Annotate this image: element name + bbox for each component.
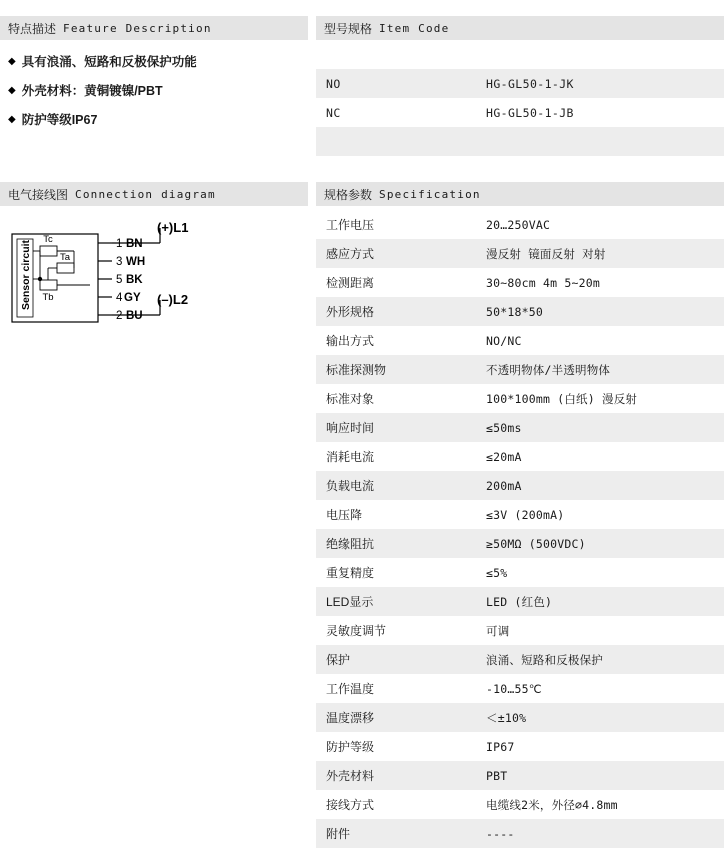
terminal-l1-label: (+)L1 — [157, 220, 189, 235]
wiring-header-cn: 电气接线图 — [8, 187, 69, 202]
table-row — [316, 268, 724, 297]
spec-key: 标准探测物 — [316, 355, 476, 384]
spec-value: 50*18*50 — [476, 297, 724, 326]
spec-key: 工作电压 — [316, 210, 476, 239]
pin-name-gy: GY — [124, 292, 141, 304]
spec-value: 浪涌、短路和反极保护 — [476, 645, 724, 674]
spec-key: 工作温度 — [316, 674, 476, 703]
table-row — [316, 471, 724, 500]
spec-key: 外形规格 — [316, 297, 476, 326]
pin-name-bu: BU — [126, 310, 143, 322]
table-row — [316, 355, 724, 384]
spec-key: 输出方式 — [316, 326, 476, 355]
item-code-header-en: Item Code — [379, 21, 450, 35]
table-row — [316, 819, 724, 848]
table-row — [316, 239, 724, 268]
spec-key: 消耗电流 — [316, 442, 476, 471]
item-code-value — [476, 40, 724, 69]
item-code-table — [316, 40, 724, 156]
table-row — [316, 790, 724, 819]
pin-name-bk: BK — [126, 274, 143, 286]
feature-text: 外壳材料：黄铜镀镍/PBT — [21, 84, 163, 98]
pin-number-1: 1 — [116, 238, 123, 250]
table-row — [316, 384, 724, 413]
spec-key: 负载电流 — [316, 471, 476, 500]
spec-value: IP67 — [476, 732, 724, 761]
spec-key: 感应方式 — [316, 239, 476, 268]
item-code-section-header — [316, 16, 724, 40]
item-code-label: NO — [316, 69, 476, 98]
wiring-section-header — [0, 182, 308, 206]
inner-label-tb: Tb — [42, 292, 54, 303]
table-row — [316, 98, 724, 127]
table-row — [316, 587, 724, 616]
feature-header-cn: 特点描述 — [8, 21, 57, 36]
spec-key: 重复精度 — [316, 558, 476, 587]
table-row — [316, 645, 724, 674]
spec-value: -10…55℃ — [476, 674, 724, 703]
spec-value: NO/NC — [476, 326, 724, 355]
list-item — [8, 54, 308, 70]
feature-list — [0, 40, 308, 128]
table-row — [316, 529, 724, 558]
diamond-bullet-icon: ◆ — [8, 114, 16, 125]
spec-key: 接线方式 — [316, 790, 476, 819]
spec-value: 30~80cm 4m 5~20m — [476, 268, 724, 297]
spec-value: ---- — [476, 819, 724, 848]
connection-diagram — [0, 210, 308, 340]
list-item — [8, 83, 308, 99]
item-code-label — [316, 127, 476, 156]
inner-label-tc: Tc — [43, 234, 53, 245]
spec-header-en: Specification — [379, 187, 481, 201]
spec-value: 电缆线2米，外径∅4.8mm — [476, 790, 724, 819]
terminal-l2-label: (–)L2 — [157, 292, 189, 307]
spec-value: 漫反射 镜面反射 对射 — [476, 239, 724, 268]
table-row — [316, 674, 724, 703]
table-row — [316, 127, 724, 156]
spec-key: 灵敏度调节 — [316, 616, 476, 645]
spec-value: 20…250VAC — [476, 210, 724, 239]
spec-value: 100*100mm (白纸) 漫反射 — [476, 384, 724, 413]
spec-key: 检测距离 — [316, 268, 476, 297]
table-row — [316, 761, 724, 790]
spec-key: 响应时间 — [316, 413, 476, 442]
spec-value: 可调 — [476, 616, 724, 645]
spec-key: LED显示 — [316, 587, 476, 616]
table-row — [316, 442, 724, 471]
spec-value: ≤3V (200mA) — [476, 500, 724, 529]
specification-section-header — [316, 182, 724, 206]
list-item — [8, 112, 308, 128]
feature-text: 具有浪涌、短路和反极保护功能 — [21, 55, 197, 69]
spec-value: 200mA — [476, 471, 724, 500]
table-row — [316, 703, 724, 732]
pin-name-wh: WH — [126, 256, 146, 268]
specification-table — [316, 210, 724, 848]
table-row — [316, 40, 724, 69]
spec-value: ≤5% — [476, 558, 724, 587]
spec-header-cn: 规格参数 — [324, 187, 373, 202]
diamond-bullet-icon: ◆ — [8, 85, 16, 96]
table-row — [316, 297, 724, 326]
spec-key: 绝缘阻抗 — [316, 529, 476, 558]
pin-number-2: 2 — [116, 310, 123, 322]
spec-value: ≤20mA — [476, 442, 724, 471]
item-code-value: HG-GL50-1-JK — [476, 69, 724, 98]
feature-section-header — [0, 16, 308, 40]
spec-key: 防护等级 — [316, 732, 476, 761]
spec-key: 温度漂移 — [316, 703, 476, 732]
inner-label-ta: Ta — [59, 252, 71, 263]
spec-key: 保护 — [316, 645, 476, 674]
diamond-bullet-icon: ◆ — [8, 56, 16, 67]
item-code-section — [316, 16, 724, 156]
table-row — [316, 500, 724, 529]
wiring-header-en: Connection diagram — [75, 187, 216, 201]
table-row — [316, 326, 724, 355]
table-row — [316, 210, 724, 239]
spec-key: 电压降 — [316, 500, 476, 529]
pin-number-4: 4 — [116, 292, 123, 304]
table-row — [316, 69, 724, 98]
spec-key: 附件 — [316, 819, 476, 848]
item-code-value — [476, 127, 724, 156]
spec-key: 外壳材料 — [316, 761, 476, 790]
table-row — [316, 558, 724, 587]
spec-value: LED (红色) — [476, 587, 724, 616]
sensor-circuit-label: Sensor circuit — [20, 239, 32, 310]
item-code-value: HG-GL50-1-JB — [476, 98, 724, 127]
spec-value: ＜±10% — [476, 703, 724, 732]
pin-number-5: 5 — [116, 274, 123, 286]
feature-section — [0, 16, 308, 141]
item-code-label — [316, 40, 476, 69]
pin-number-3: 3 — [116, 256, 123, 268]
spec-value: ≤50ms — [476, 413, 724, 442]
feature-text: 防护等级IP67 — [21, 113, 98, 127]
feature-header-en: Feature Description — [63, 21, 212, 35]
connection-diagram-svg — [0, 210, 308, 340]
item-code-label: NC — [316, 98, 476, 127]
spec-value: ≥50MΩ (500VDC) — [476, 529, 724, 558]
table-row — [316, 413, 724, 442]
spec-value: PBT — [476, 761, 724, 790]
spec-key: 标准对象 — [316, 384, 476, 413]
spec-value: 不透明物体/半透明物体 — [476, 355, 724, 384]
pin-name-bn: BN — [126, 238, 143, 250]
table-row — [316, 616, 724, 645]
table-row — [316, 732, 724, 761]
item-code-header-cn: 型号规格 — [324, 21, 373, 36]
